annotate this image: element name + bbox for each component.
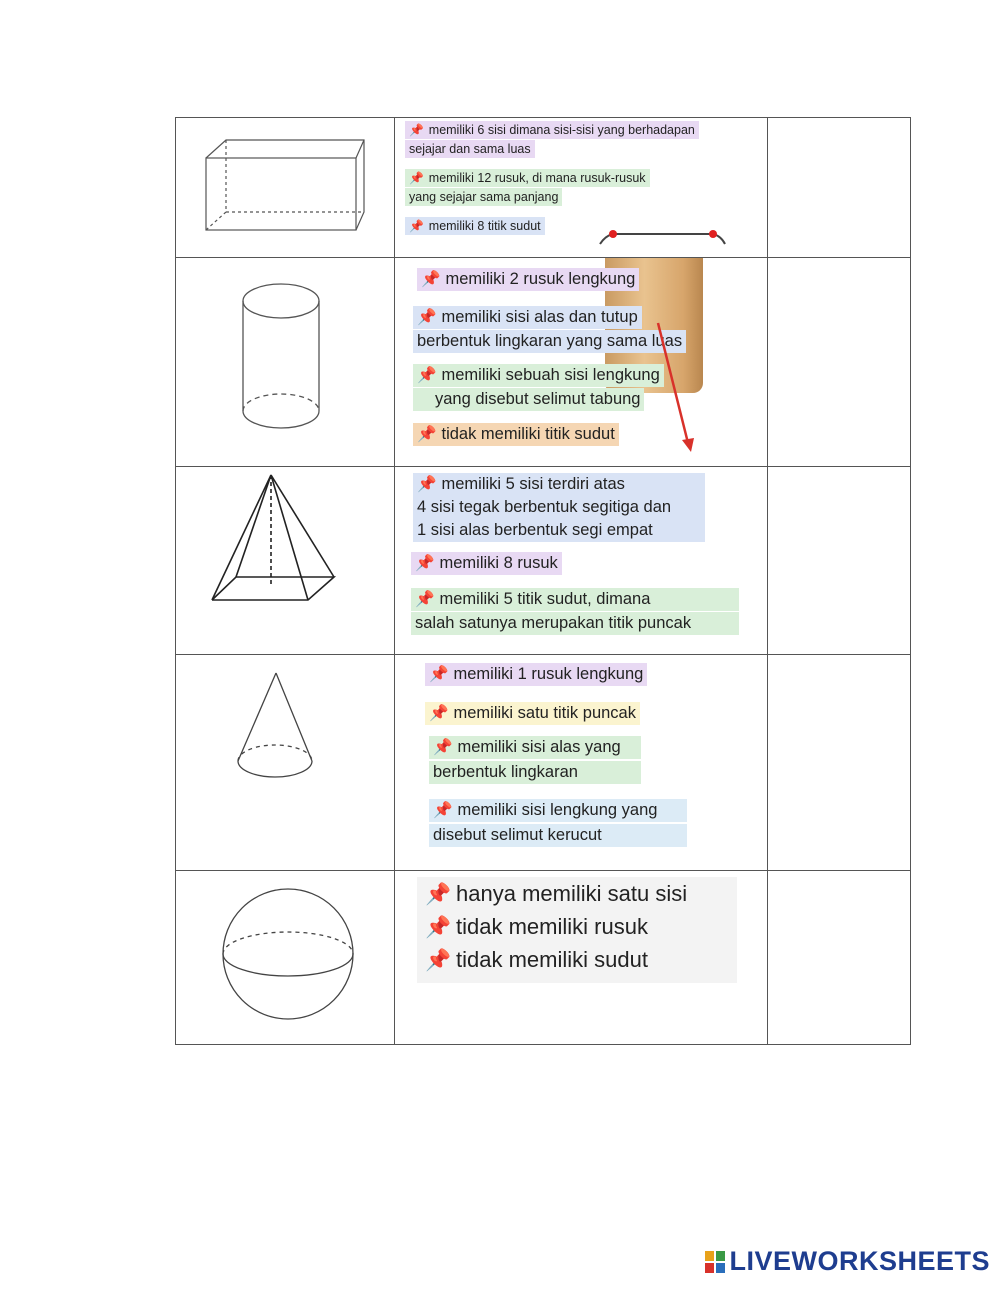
pushpin-icon: 📌 [409,219,424,233]
property-text: yang sejajar sama panjang [405,188,562,206]
answer-cell[interactable] [768,655,911,871]
properties-cell [395,655,768,871]
pushpin-icon: 📌 [425,883,452,906]
properties-cell [395,258,768,467]
property-text: 📌 memiliki 8 rusuk [411,552,562,575]
property-text: sejajar dan sama luas [405,140,535,158]
cuboid-icon [176,118,394,257]
shape-cell [176,655,395,871]
logo-mark-icon [705,1251,725,1273]
pushpin-icon: 📌 [433,802,453,819]
pushpin-icon: 📌 [417,367,437,384]
sphere-icon [176,871,394,1044]
property-text: 📌 memiliki 2 rusuk lengkung [417,268,639,291]
edge-line-icon [595,226,730,246]
pushpin-icon: 📌 [429,666,449,683]
pushpin-icon: 📌 [409,171,424,185]
table-row [176,871,911,1045]
shape-cell [176,258,395,467]
pushpin-icon: 📌 [433,739,453,756]
property-text: berbentuk lingkaran [429,761,641,784]
table-row [176,655,911,871]
shape-cell [176,467,395,655]
property-text: yang disebut selimut tabung [413,388,644,411]
cone-icon [176,655,394,870]
pushpin-icon: 📌 [415,591,435,608]
property-text: 📌 memiliki 6 sisi dimana sisi-sisi yang berhadapan [405,121,699,139]
pushpin-icon: 📌 [425,949,452,972]
answer-cell[interactable] [768,258,911,467]
pushpin-icon: 📌 [421,271,441,288]
property-text: 📌 memiliki satu titik puncak [425,702,640,725]
property-text: 📌 tidak memiliki rusuk [425,914,648,939]
properties-cell [395,467,768,655]
property-text: 📌 memiliki 5 titik sudut, dimana [411,588,739,611]
shape-cell [176,118,395,258]
property-text: berbentuk lingkaran yang sama luas [413,330,686,353]
logo-text: LIVEWORKSHEETS [729,1246,990,1276]
property-text: 📌 memiliki sisi alas yang [429,736,641,759]
answer-cell[interactable] [768,467,911,655]
arrow-icon [650,318,700,458]
property-text: 4 sisi tegak berbentuk segitiga dan [413,496,705,519]
property-text: 📌 tidak memiliki sudut [425,947,648,972]
pushpin-icon: 📌 [429,705,449,722]
pushpin-icon: 📌 [425,916,452,939]
property-text: 📌 hanya memiliki satu sisi [425,881,688,906]
answer-cell[interactable] [768,871,911,1045]
table-row [176,467,911,655]
answer-cell[interactable] [768,118,911,258]
pushpin-icon: 📌 [417,309,437,326]
property-text: 📌 memiliki 1 rusuk lengkung [425,663,647,686]
cylinder-icon [176,258,394,466]
pushpin-icon: 📌 [417,426,437,443]
pyramid-icon [176,467,394,654]
pushpin-icon: 📌 [417,476,437,493]
table-row [176,258,911,467]
property-text: 📌 tidak memiliki titik sudut [413,423,619,446]
worksheet-table [175,117,911,1045]
table-row [176,118,911,258]
shape-cell [176,871,395,1045]
liveworksheets-logo [705,1246,990,1277]
property-text: 📌 memiliki sebuah sisi lengkung [413,364,664,387]
pushpin-icon: 📌 [409,123,424,137]
property-text: disebut selimut kerucut [429,824,687,847]
properties-cell [395,118,768,258]
pushpin-icon: 📌 [415,555,435,572]
property-text: 📌 memiliki sisi lengkung yang [429,799,687,822]
property-text: 📌 memiliki 12 rusuk, di mana rusuk-rusuk [405,169,650,187]
properties-cell [395,871,768,1045]
property-text: 1 sisi alas berbentuk segi empat [413,519,705,542]
property-text: 📌 memiliki sisi alas dan tutup [413,306,642,329]
property-text: 📌 memiliki 5 sisi terdiri atas [413,473,705,496]
property-text: 📌 memiliki 8 titik sudut [405,217,545,235]
property-text: salah satunya merupakan titik puncak [411,612,739,635]
